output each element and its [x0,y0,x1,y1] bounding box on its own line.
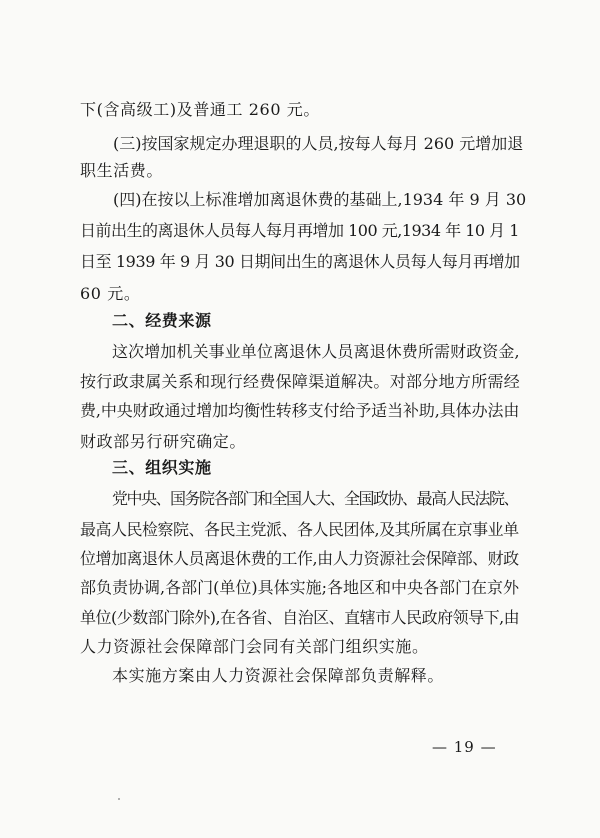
body-text-line: 按行政隶属关系和现行经费保障渠道解决。对部分地方所需经 [80,372,521,391]
body-text-line: 位增加离退休人员离退休费的工作,由人力资源社会保障部、财政 [80,549,519,568]
body-text-line: 财政部另行研究确定。 [80,432,247,451]
body-text-line: 职生活费。 [80,161,164,180]
body-text-line: 下(含高级工)及普通工 260 元。 [80,100,320,119]
body-text-line: 60 元。 [80,284,141,303]
page-number: — 19 — [432,738,497,756]
scan-speck [118,798,120,800]
body-text-line: 费,中央财政通过增加均衡性转移支付给予适当补助,具体办法由 [80,401,520,420]
body-text-line: (三)按国家规定办理退职的人员,按每人每月 260 元增加退 [113,134,524,153]
body-text-line: 党中央、国务院各部门和全国人大、全国政协、最高人民法院、 [112,489,519,508]
body-text-line: (四)在按以上标准增加离退休费的基础上,1934 年 9 月 30 [113,190,527,209]
section-heading: 二、经费来源 [112,311,212,330]
body-text-line: 部负责协调,各部门(单位)具体实施;各地区和中央各部门在京外 [80,578,519,597]
body-text-line: 日前出生的离退休人员每人每月再增加 100 元,1934 年 10 月 1 [80,221,519,240]
body-text-line: 这次增加机关事业单位离退休人员离退休费所需财政资金, [112,342,520,361]
body-text-line: 本实施方案由人力资源社会保障部负责解释。 [112,666,445,685]
body-text-line: 单位(少数部门除外),在各省、自治区、直辖市人民政府领导下,由 [80,608,520,627]
body-text-line: 日至 1939 年 9 月 30 日期间出生的离退休人员每人每月再增加 [80,252,520,271]
section-heading: 三、组织实施 [112,458,212,477]
body-text-line: 人力资源社会保障部门会同有关部门组织实施。 [80,637,429,656]
body-text-line: 最高人民检察院、各民主党派、各人民团体,及其所属在京事业单 [80,520,519,539]
